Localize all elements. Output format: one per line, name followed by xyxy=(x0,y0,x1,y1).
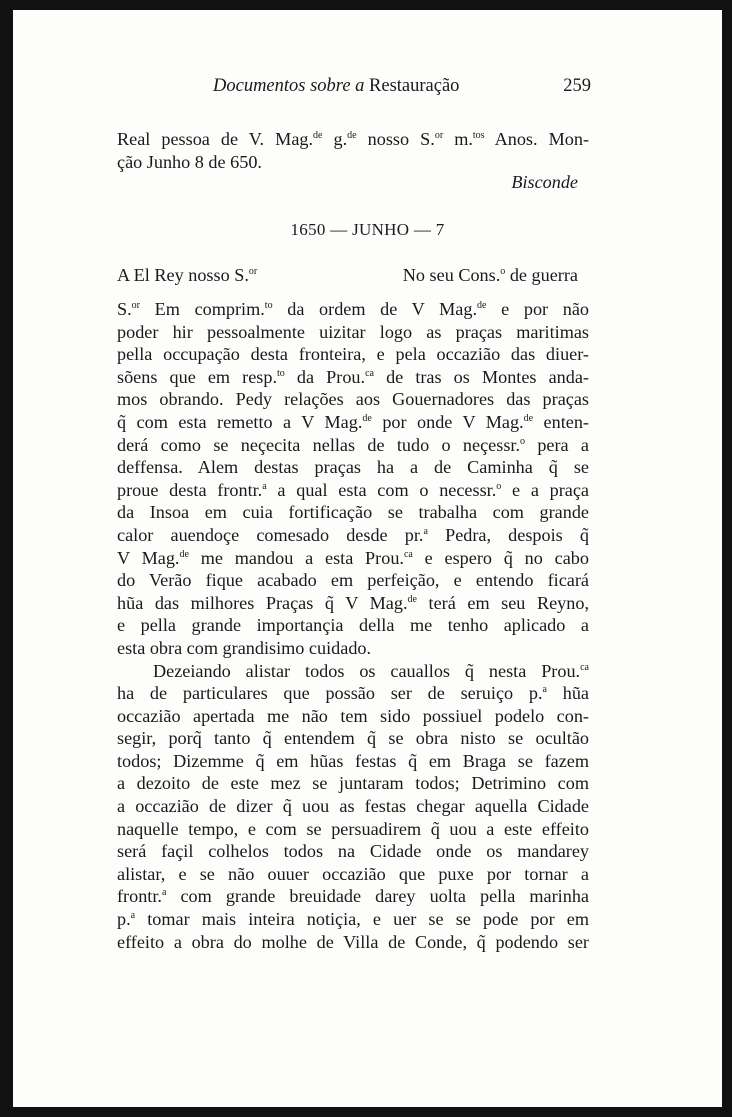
text-line: hũa das milhores Praças q̃ V Mag.$^{de}$ terá em seu Reyno, xyxy=(117,592,590,613)
letter-date: 1650 — JUNHO — 7 xyxy=(290,220,445,239)
page-number: 259 xyxy=(563,76,591,96)
text-line: ha de particulares que possão ser de seruiço p.$^a$ hũa xyxy=(117,683,590,704)
addressee: A El Rey nosso S.$^{or}$ xyxy=(117,265,258,285)
signature: Bisconde xyxy=(511,172,578,192)
text-line: e pella grande importançia della me tenho aplicado a xyxy=(117,615,589,636)
text-line: será façil colhelos todos na Cidade onde os mandarey xyxy=(117,841,589,862)
paragraph-1 xyxy=(117,298,589,660)
letter-body xyxy=(117,298,589,953)
text-line: a occazião de dizer q̃ uou as festas chegar aquella Cidade xyxy=(117,796,589,817)
text-line: V Mag.$^{de}$ me mandou a esta Prou.$^{ca}$ e espero q̃ no cabo xyxy=(117,547,589,568)
text-line: naquelle tempo, e com se persuadirem q̃ uou a este effeito xyxy=(117,818,589,839)
text-line: a dezoito de este mez se juntaram todos; Detrimino com xyxy=(117,773,589,794)
text-line: deffensa. Alem destas praças ha a de Caminha q̃ se xyxy=(117,457,589,478)
text-line: derá como se neçecita nellas de tudo o neçessr.$^o$ pera a xyxy=(117,434,589,455)
document-page xyxy=(13,10,722,1107)
paragraph-2 xyxy=(117,660,589,954)
text-line: frontr.$^a$ com grande breuidade darey uolta pella marinha xyxy=(117,886,589,907)
closing-formula xyxy=(117,128,589,173)
text-line: ção Junho 8 de 650. xyxy=(117,151,262,172)
council-note: No seu Cons.$^o$ de guerra xyxy=(402,265,578,285)
text-line: proue desta frontr.$^a$ a qual esta com o necessr.$^o$ e a praça xyxy=(117,479,590,500)
text-line: effeito a obra do molhe de Villa de Conde, q̃ podendo ser xyxy=(117,931,589,952)
text-line: calor auendoçe comesado desde pr.$^a$ Pedra, despois q̃ xyxy=(117,524,589,545)
text-line: pella occupação desta fronteira, e pela occazião das diuer- xyxy=(117,344,589,365)
text-line: Dezeiando alistar todos os cauallos q̃ nesta Prou.$^{ca}$ xyxy=(153,660,589,681)
text-line: poder hir pessoalmente uizitar logo as praças maritimas xyxy=(117,321,589,342)
text-line: alistar, e se não ouuer occazião que puxe por tornar a xyxy=(117,863,589,884)
text-line: sõens que em resp.$^{to}$ da Prou.$^{ca}$ de tras os Montes anda- xyxy=(117,366,589,387)
header-title: Documentos sobre a Restauração xyxy=(213,76,460,96)
text-line: da Insoa em cuia fortificação se trabalha com grande xyxy=(117,502,589,523)
text-line: q̃ com esta remetto a V Mag.$^{de}$ por onde V Mag.$^{de}$ enten- xyxy=(117,411,589,432)
running-header xyxy=(213,76,603,97)
text-line: mos obrando. Pedy relações aos Gouernadores das praças xyxy=(117,389,589,410)
text-line: Real pessoa de V. Mag.$^{de}$ g.$^{de}$ nosso S.$^{or}$ m.$^{tos}$ Anos. Mon- xyxy=(117,129,589,149)
text-line: p.$^a$ tomar mais inteira notiçia, e uer se se pode por em xyxy=(117,909,589,930)
text-line: esta obra com grandisimo cuidado. xyxy=(117,637,372,658)
text-line: occazião apertada me não tem sido possiuel podelo con- xyxy=(117,705,589,726)
text-line: todos; Dizemme q̃ em hũas festas q̃ em Braga se fazem xyxy=(117,750,589,771)
text-line: S.$^{or}$ Em comprim.$^{to}$ da ordem de V Mag.$^{de}$ e por não xyxy=(117,299,590,319)
text-line: segir, porq̃ tanto q̃ entendem q̃ se obra nisto se ocultão xyxy=(117,728,589,749)
text-line: do Verão fique acabado em perfeição, e entendo ficará xyxy=(117,570,589,591)
